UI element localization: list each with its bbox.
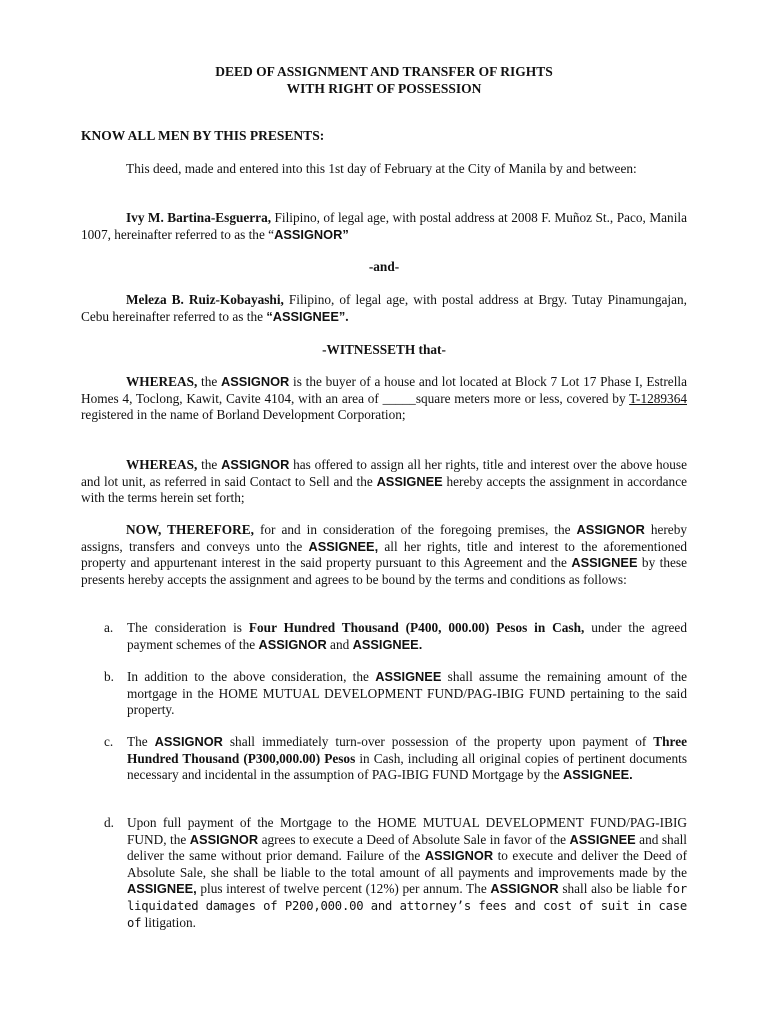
- list-item-b: b. In addition to the above consideration, the ASSIGNEE shall assume the remaining amount of the mortgage in the HOME MUTUAL DEVELOPMENT FUND/PAG-IBIG FUND pertaining to the said property.: [104, 669, 687, 718]
- list-marker: a.: [104, 620, 114, 635]
- possession-amount: Three Hundred Thousand (P300,000.00) Pesos: [127, 734, 687, 766]
- list-marker: b.: [104, 669, 114, 684]
- list-item-c: c. The ASSIGNOR shall immediately turn-over possession of the property upon payment of Three Hundred Thousand (P300,000.00) Pesos in Cash, including all original copies of pertinent documents necessary and incidental in the assumption of PAG-IBIG FUND Mortgage by the ASSIGNEE.: [104, 734, 688, 783]
- list-marker: d.: [104, 815, 114, 830]
- document-title-line2: WITH RIGHT OF POSSESSION: [286, 81, 482, 96]
- know-all-men-heading: KNOW ALL MEN BY THIS PRESENTS:: [81, 128, 325, 143]
- list-item-a: a. The consideration is Four Hundred Thousand (P400, 000.00) Pesos in Cash, under the agreed payment schemes of the ASSIGNOR and ASSIGNEE.: [104, 620, 687, 652]
- consideration-amount: Four Hundred Thousand (P400, 000.00) Pesos in Cash,: [248, 620, 585, 635]
- and-separator: -and-: [368, 259, 400, 274]
- assignor-name: Ivy M. Bartina-Esguerra,: [126, 210, 272, 225]
- list-item-d: d. Upon full payment of the Mortgage to the HOME MUTUAL DEVELOPMENT FUND/PAG-IBIG FUND, the ASSIGNOR agrees to execute a Deed of Absolute Sale in favor of the ASSIGNEE and shall deliver the same without prior demand. Failure of the ASSIGNOR to execute and deliver the Deed of Absolute Sale, she shall be liable to the total amount of all payments and improvements made by the ASSIGNEE, plus interest of twelve percent (12%) per annum. The ASSIGNOR shall also be liable for liquidated damages of P200,000.00 and attorney’s fees and cost of suit in case of litigation.: [104, 815, 687, 930]
- assignee-name: Meleza B. Ruiz-Kobayashi,: [126, 292, 284, 307]
- document-title-line1: DEED OF ASSIGNMENT AND TRANSFER OF RIGHTS: [215, 64, 553, 79]
- whereas-paragraph-1: WHEREAS, the ASSIGNOR is the buyer of a house and lot located at Block 7 Lot 17 Phase I, Estrella Homes 4, Toclong, Kawit, Cavite 4104, with an area of _____square meters more or less, covered by T-1289364 registered in the name of Borland Development Corporation;: [81, 374, 687, 423]
- intro-paragraph: [81, 161, 687, 178]
- assignor-paragraph: Ivy M. Bartina-Esguerra, Filipino, of legal age, with postal address at 2008 F. Muñoz St., Paco, Manila 1007, hereinafter referred to as the “ASSIGNOR”: [81, 210, 687, 242]
- list-marker: c.: [104, 734, 114, 749]
- witnesseth-heading: -WITNESSETH that-: [322, 342, 446, 357]
- assignee-label: “ASSIGNEE”: [266, 308, 346, 324]
- now-therefore-paragraph: NOW, THEREFORE, for and in consideration of the foregoing premises, the ASSIGNOR hereby assigns, transfers and conveys unto the ASSIGNEE, all her rights, title and interest to the aforementioned property and appurtenant interest in the said property pursuant to this Agreement and the ASSIGNEE by these presents hereby accepts the assignment and agrees to be bound by the terms and conditions as follows:: [81, 522, 687, 587]
- assignor-label: ASSIGNOR: [274, 226, 343, 242]
- intro-text: This deed, made and entered into this 1st day of February at the City of Manila by and between:: [126, 161, 637, 176]
- assignee-paragraph: Meleza B. Ruiz-Kobayashi, Filipino, of legal age, with postal address at Brgy. Tutay Pinamungajan, Cebu hereinafter referred to as the “ASSIGNEE”.: [81, 292, 687, 324]
- whereas-paragraph-2: WHEREAS, the ASSIGNOR has offered to assign all her rights, title and interest over the above house and lot unit, as referred in said Contact to Sell and the ASSIGNEE hereby accepts the assignment in accordance with the terms herein set forth;: [81, 457, 688, 506]
- title-number: T-1289364: [629, 390, 687, 406]
